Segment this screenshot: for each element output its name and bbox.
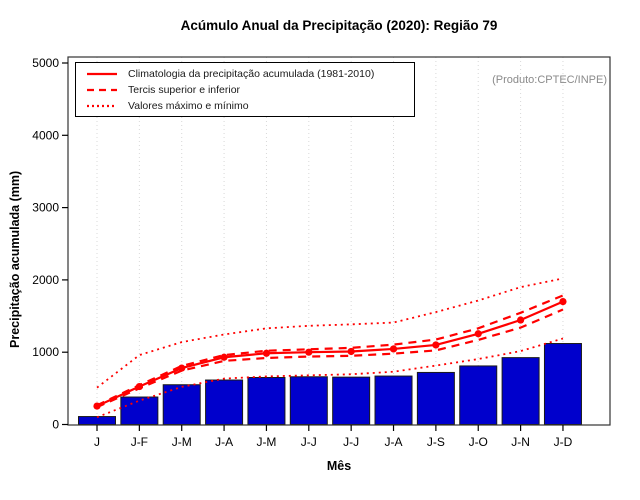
dashed-line-swatch-icon xyxy=(85,86,119,94)
x-tick-label: J-N xyxy=(511,435,530,449)
legend-item-max-min xyxy=(85,99,414,113)
x-tick-label: J-A xyxy=(215,435,234,449)
bar xyxy=(206,380,243,424)
climatology-marker xyxy=(475,330,482,337)
legend-box xyxy=(75,62,415,117)
chart-title: Acúmulo Anual da Precipitação (2020): Região 79 xyxy=(180,18,498,33)
x-tick-label: J xyxy=(94,435,100,449)
y-tick-label: 2000 xyxy=(32,272,59,287)
climatology-marker xyxy=(390,345,397,352)
bar xyxy=(248,378,285,425)
bar xyxy=(417,372,454,424)
x-tick-label: J-O xyxy=(468,435,488,449)
y-tick-label: 3000 xyxy=(32,200,59,215)
bar xyxy=(333,377,370,424)
x-tick-label: J-F xyxy=(130,435,149,449)
x-tick-label: J-D xyxy=(553,435,573,449)
bar xyxy=(121,397,158,424)
climatology-marker xyxy=(517,316,524,323)
legend-label: Climatologia da precipitação acumulada (1981-2010) xyxy=(128,67,375,80)
x-tick-label: J-J xyxy=(343,435,360,449)
bar xyxy=(163,385,200,425)
bar xyxy=(460,366,497,425)
legend-item-terciles xyxy=(85,83,414,97)
x-tick-label: J-A xyxy=(384,435,403,449)
legend-label: Tercis superior e inferior xyxy=(128,83,241,96)
dotted-line-swatch-icon xyxy=(85,102,119,110)
x-tick-label: J-J xyxy=(300,435,317,449)
x-tick-label: J-M xyxy=(171,435,192,449)
y-tick-label: 1000 xyxy=(32,345,59,360)
x-tick-label: J-M xyxy=(256,435,277,449)
bar xyxy=(79,417,116,425)
x-tick-label: J-S xyxy=(426,435,445,449)
bar xyxy=(502,358,539,425)
y-tick-label: 5000 xyxy=(32,56,59,70)
solid-line-swatch-icon xyxy=(85,70,119,78)
climatology-marker xyxy=(220,354,227,361)
x-axis-label: Mês xyxy=(326,459,352,473)
legend-label: Valores máximo e mínimo xyxy=(128,99,249,112)
climatology-marker xyxy=(432,341,439,348)
y-tick-label: 0 xyxy=(52,417,59,432)
bar xyxy=(290,377,327,425)
bar xyxy=(375,376,412,424)
y-tick-label: 4000 xyxy=(32,128,59,143)
climatology-marker xyxy=(559,298,566,305)
bar xyxy=(544,344,581,425)
legend-item-climatology xyxy=(85,67,414,81)
product-credit-text: (Produto:CPTEC/INPE) xyxy=(492,74,607,86)
y-axis-label: Precipitação acumulada (mm) xyxy=(8,170,22,348)
climatology-marker xyxy=(348,348,355,355)
